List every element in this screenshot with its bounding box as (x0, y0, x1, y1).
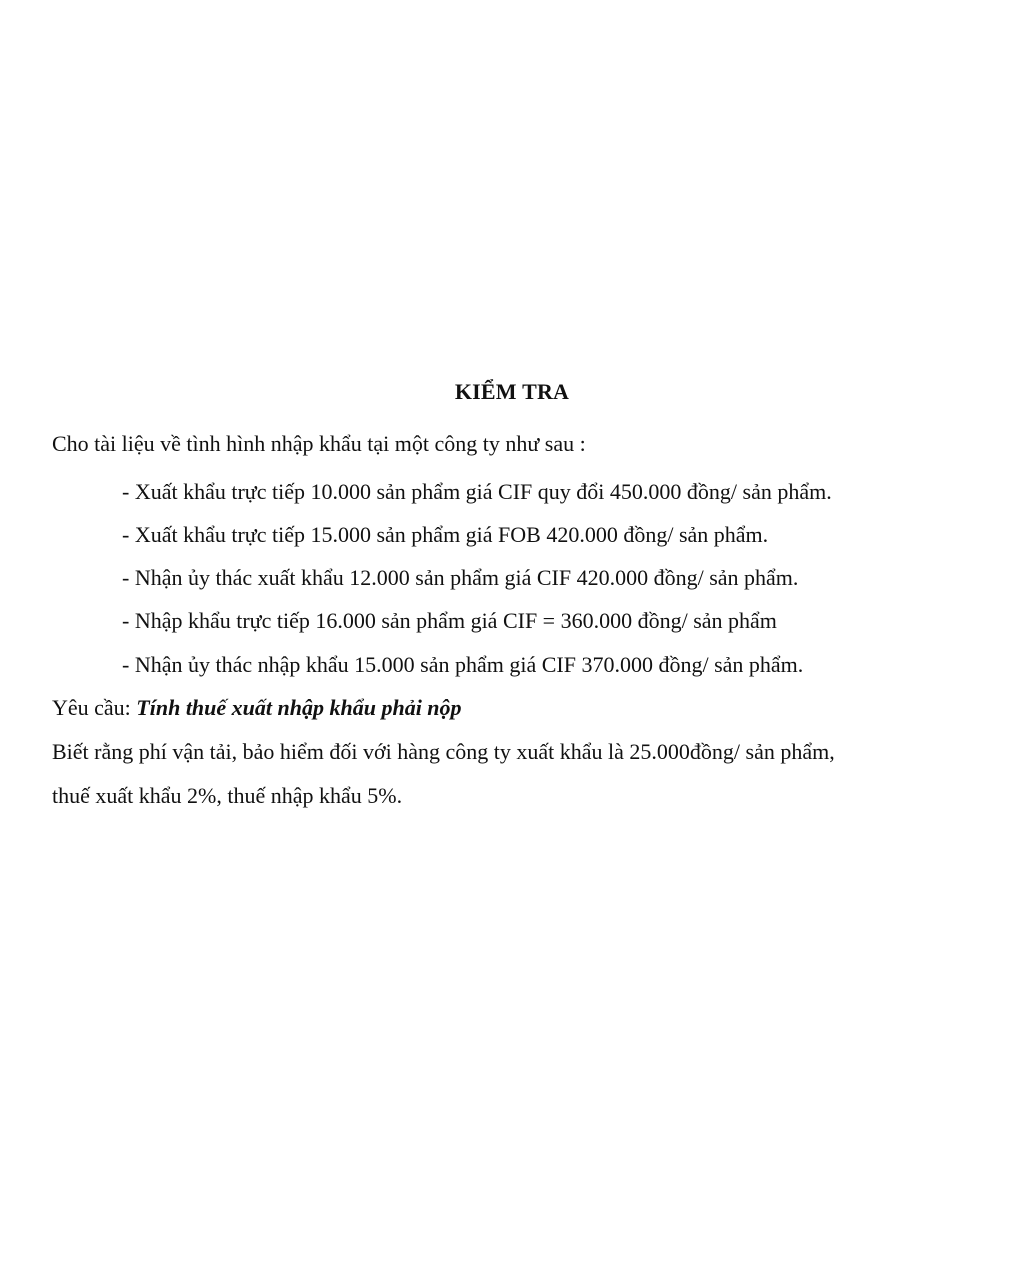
intro-text: Cho tài liệu về tình hình nhập khẩu tại một công ty như sau : (52, 431, 586, 456)
list-item: - Xuất khẩu trực tiếp 15.000 sản phẩm giá FOB 420.000 đồng/ sản phẩm. (122, 522, 769, 547)
list-item: - Nhập khẩu trực tiếp 16.000 sản phẩm giá CIF = 360.000 đồng/ sản phẩm (122, 608, 777, 633)
list-item: - Nhận ủy thác xuất khẩu 12.000 sản phẩm giá CIF 420.000 đồng/ sản phẩm. (122, 565, 799, 590)
list-item: - Xuất khẩu trực tiếp 10.000 sản phẩm giá CIF quy đổi 450.000 đồng/ sản phẩm. (122, 479, 832, 504)
note-line-2: thuế xuất khẩu 2%, thuế nhập khẩu 5%. (52, 783, 403, 808)
requirement-line (52, 693, 462, 723)
document-title: KIỂM TRA (454, 379, 570, 404)
list-item: - Nhận ủy thác nhập khẩu 15.000 sản phẩm giá CIF 370.000 đồng/ sản phẩm. (122, 652, 804, 677)
note-line-1: Biết rằng phí vận tải, bảo hiểm đối với hàng công ty xuất khẩu là 25.000đồng/ sản phẩm, (52, 739, 835, 764)
requirement-label: Yêu cầu: (52, 695, 137, 720)
requirement-text: Tính thuế xuất nhập khẩu phải nộp (136, 695, 462, 720)
